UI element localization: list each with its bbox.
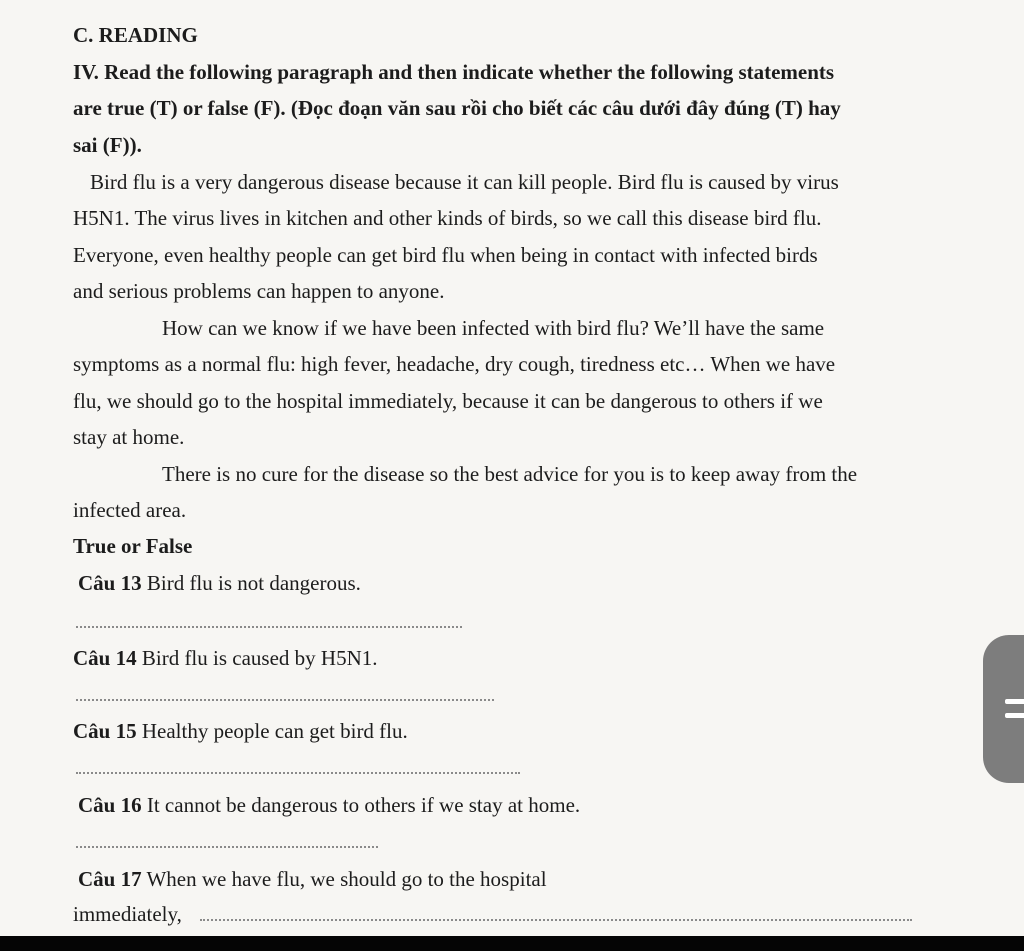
paragraph1-line-4: and serious problems can happen to anyone.	[73, 279, 445, 303]
paragraph2-line-2: symptoms as a normal flu: high fever, headache, dry cough, tiredness etc… When we have	[73, 352, 836, 376]
question-13-label: Câu 13	[78, 571, 142, 595]
paragraph3-line-2: infected area.	[73, 498, 187, 522]
true-false-heading: True or False	[73, 534, 193, 558]
question-15-label: Câu 15	[73, 719, 137, 743]
paragraph2-line-1: How can we know if we have been infected with bird flu? We’ll have the same	[162, 316, 825, 340]
answer-line-13[interactable]	[76, 626, 462, 628]
section-title: C. READING	[73, 23, 198, 47]
instruction-line-1: IV. Read the following paragraph and then indicate whether the following statements	[73, 60, 835, 84]
answer-line-16[interactable]	[76, 846, 378, 848]
instruction-line-2: are true (T) or false (F). (Đọc đoạn văn sau rồi cho biết các câu dưới đây đúng (T) hay	[73, 96, 841, 120]
answer-line-14[interactable]	[76, 699, 494, 701]
paragraph2-line-4: stay at home.	[73, 425, 185, 449]
answer-line-17[interactable]	[200, 919, 912, 921]
grip-line-top	[1005, 699, 1024, 704]
question-16-text: It cannot be dangerous to others if we stay at home.	[141, 793, 581, 817]
instruction-line-3: sai (F)).	[73, 133, 142, 157]
question-16-label: Câu 16	[78, 793, 142, 817]
question-14	[73, 643, 378, 673]
question-17-label: Câu 17	[78, 867, 142, 891]
question-15	[73, 716, 408, 746]
question-14-label: Câu 14	[73, 646, 137, 670]
paragraph1-line-1: Bird flu is a very dangerous disease because it can kill people. Bird flu is caused by virus	[90, 170, 839, 194]
question-13	[78, 568, 361, 598]
paragraph2-line-3: flu, we should go to the hospital immediately, because it can be dangerous to others if we	[73, 389, 823, 413]
question-17	[78, 864, 547, 894]
bottom-bar	[0, 936, 1024, 951]
question-14-text: Bird flu is caused by H5N1.	[136, 646, 378, 670]
scroll-handle[interactable]	[983, 635, 1024, 783]
paragraph3-line-1: There is no cure for the disease so the best advice for you is to keep away from the	[162, 462, 858, 486]
paragraph1-line-2: H5N1. The virus lives in kitchen and other kinds of birds, so we call this disease bird flu.	[73, 206, 822, 230]
question-17-continuation: immediately,	[73, 902, 182, 926]
question-13-text: Bird flu is not dangerous.	[141, 571, 361, 595]
question-17-text: When we have flu, we should go to the hospital	[141, 867, 547, 891]
answer-line-15[interactable]	[76, 772, 520, 774]
grip-line-bottom	[1005, 713, 1024, 718]
question-16	[78, 790, 580, 820]
paragraph1-line-3: Everyone, even healthy people can get bird flu when being in contact with infected birds	[73, 243, 818, 267]
question-15-text: Healthy people can get bird flu.	[136, 719, 408, 743]
